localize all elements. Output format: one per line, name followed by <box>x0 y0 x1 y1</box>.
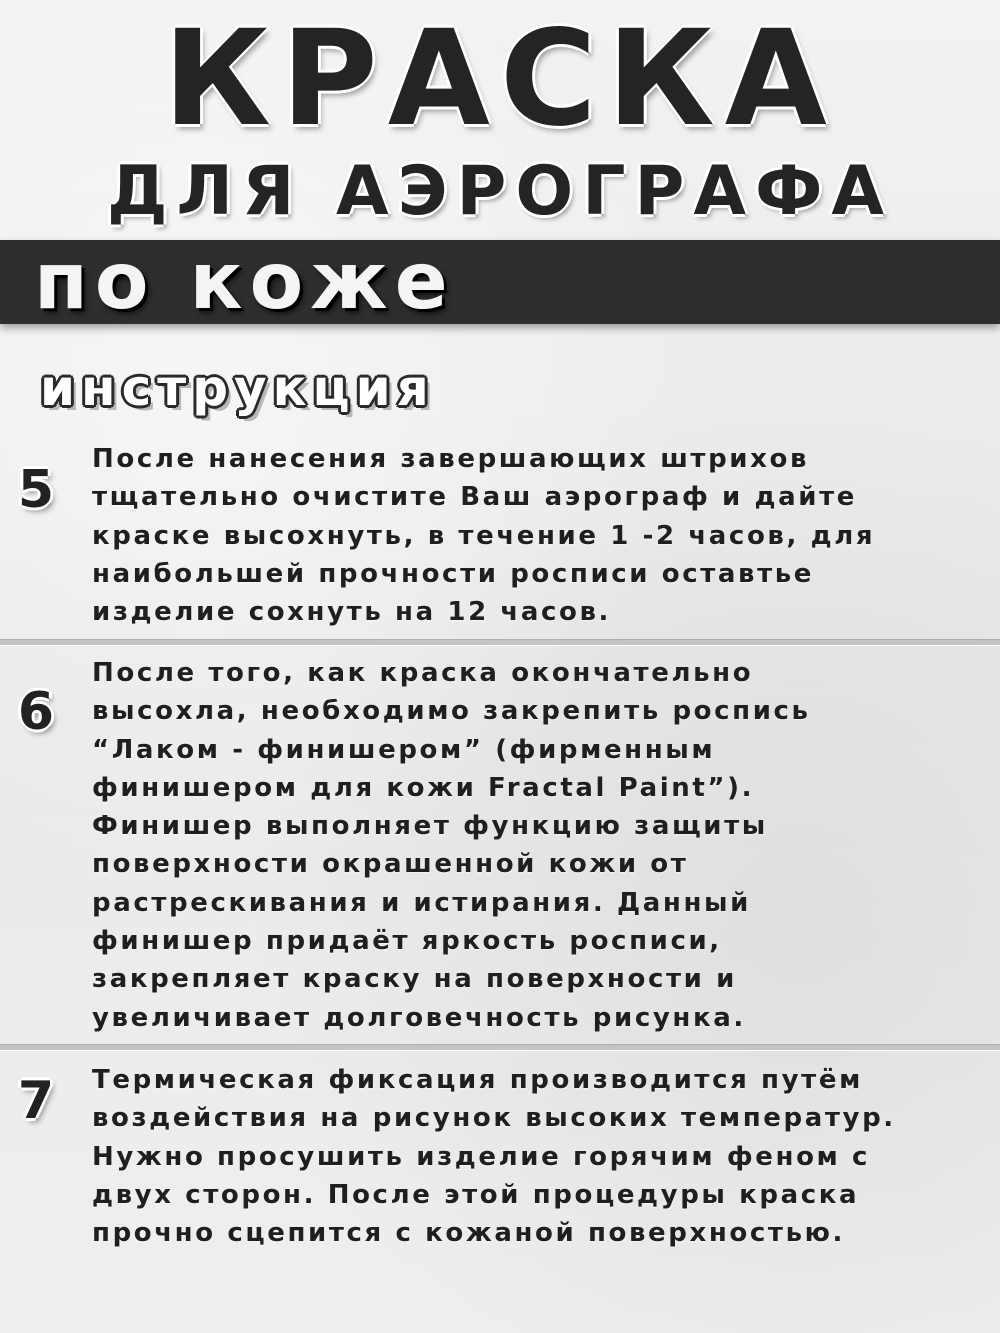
title-band <box>0 237 1000 327</box>
instruction-step-7 <box>0 1061 1000 1281</box>
step-number-6: 6 <box>17 682 55 742</box>
step-number-5: 5 <box>17 460 55 520</box>
band-title: по коже <box>34 237 455 327</box>
divider <box>0 1045 1000 1050</box>
section-heading: инструкция <box>40 359 435 417</box>
instruction-step-6 <box>0 654 1000 1044</box>
divider <box>0 640 1000 645</box>
page-title: КРАСКА <box>163 2 837 156</box>
page-subtitle: ДЛЯ АЭРОГРАФА <box>106 152 894 231</box>
instruction-step-5 <box>0 440 1000 640</box>
step-text-6: После того, как краска окончательно высохла, необходимо закрепить роспись “Лаком - финишером” (фирменным финишером для кожи Fractal Paint”). Финишер выполняет функцию защиты поверхности окрашенной кожи от растрескивания и истирания. Данный финишер придаёт яркость росписи, закрепляет краску на поверхности и увеличивает долговечность рисунка. <box>92 658 811 1033</box>
step-text-7: Термическая фиксация производится путём воздействия на рисунок высоких температур. Нужно просушить изделие горячим феном с двух сторон. После этой процедуры краска прочно сцепится с кожаной поверхностью. <box>92 1065 896 1249</box>
step-number-7: 7 <box>17 1071 55 1131</box>
step-text-5: После нанесения завершающих штрихов тщательно очистите Ваш аэрограф и дайте краске высохнуть, в течение 1 -2 часов, для наибольшей прочности росписи оставтье изделие сохнуть на 12 часов. <box>92 444 876 628</box>
